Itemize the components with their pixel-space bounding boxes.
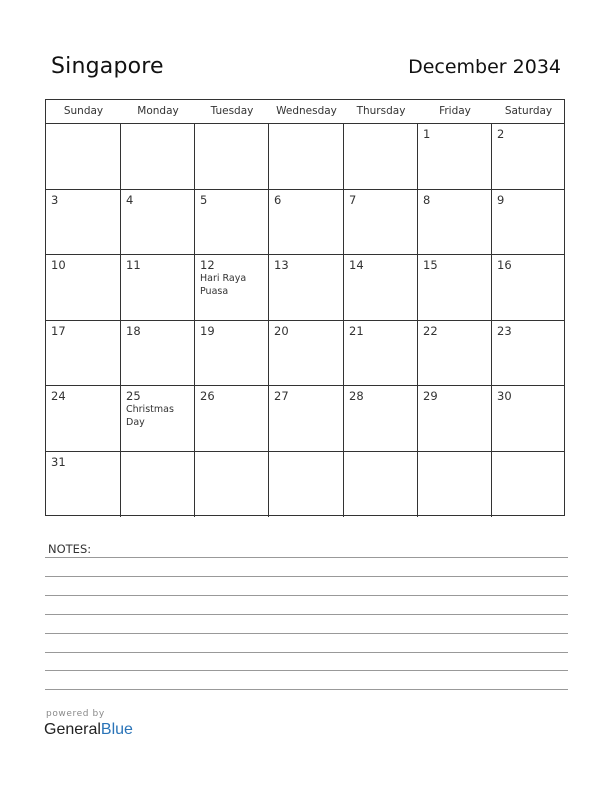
day-cell[interactable] [418, 386, 492, 452]
day-number: 13 [274, 258, 289, 272]
day-number: 4 [126, 192, 134, 207]
day-number: 25 [126, 389, 141, 403]
day-number: 23 [497, 323, 512, 338]
note-line [45, 557, 568, 558]
day-cell[interactable] [269, 255, 344, 321]
day-number: 1 [423, 127, 431, 141]
day-cell[interactable] [269, 386, 344, 452]
day-number: 31 [51, 454, 66, 469]
day-cell[interactable] [121, 386, 195, 452]
day-number: 2 [497, 127, 505, 141]
generalblue-logo[interactable] [44, 721, 133, 739]
day-number: 29 [423, 389, 438, 403]
day-cell[interactable] [121, 255, 195, 321]
note-line [45, 689, 568, 690]
day-number: 28 [349, 389, 364, 403]
note-line [45, 670, 568, 671]
day-cell[interactable] [492, 255, 565, 321]
note-line [45, 652, 568, 653]
day-cell[interactable] [195, 255, 269, 321]
day-number: 21 [349, 323, 364, 338]
day-cell[interactable] [121, 452, 195, 518]
day-cell[interactable] [418, 124, 492, 190]
weekday-tuesday: Tuesday [210, 105, 254, 117]
day-cell[interactable] [418, 190, 492, 256]
day-cell[interactable] [195, 452, 269, 518]
day-cell[interactable] [344, 321, 418, 387]
day-number: 9 [497, 192, 505, 207]
note-line [45, 633, 568, 634]
calendar-grid [45, 99, 565, 516]
day-cell[interactable] [121, 321, 195, 387]
day-number: 20 [274, 323, 289, 338]
day-cell[interactable] [492, 321, 565, 387]
day-number: 14 [349, 258, 364, 272]
day-number: 30 [497, 389, 512, 403]
note-line [45, 614, 568, 615]
country-title: Singapore [51, 54, 164, 79]
powered-by-text: powered by [46, 709, 105, 719]
note-line [45, 576, 568, 577]
day-number: 27 [274, 389, 289, 403]
weekday-saturday: Saturday [504, 105, 553, 117]
brand-blue: Blue [100, 721, 133, 738]
day-cell[interactable] [492, 124, 565, 190]
day-cell[interactable] [344, 190, 418, 256]
weekday-header-row [46, 100, 564, 124]
day-number: 22 [423, 323, 438, 338]
day-number: 18 [126, 323, 141, 338]
day-cell[interactable] [46, 255, 121, 321]
day-number: 5 [200, 192, 208, 207]
day-number: 19 [200, 323, 215, 338]
day-number: 24 [51, 389, 66, 403]
day-cell[interactable] [418, 321, 492, 387]
day-cell[interactable] [46, 452, 121, 518]
day-number: 8 [423, 192, 431, 207]
day-cell[interactable] [121, 190, 195, 256]
day-cell[interactable] [195, 190, 269, 256]
day-cell[interactable] [46, 124, 121, 190]
day-number: 7 [349, 192, 357, 207]
weekday-thursday: Thursday [356, 105, 406, 117]
day-cell[interactable] [269, 321, 344, 387]
day-cell[interactable] [46, 321, 121, 387]
note-line [45, 595, 568, 596]
day-cell[interactable] [492, 386, 565, 452]
day-cell[interactable] [269, 452, 344, 518]
month-year-title: December 2034 [408, 56, 561, 78]
day-cell[interactable] [492, 190, 565, 256]
holiday-label: Christmas Day [126, 404, 174, 428]
day-number: 10 [51, 258, 66, 272]
holiday-label: Hari Raya Puasa [200, 273, 247, 297]
day-cell[interactable] [418, 452, 492, 518]
day-cell[interactable] [46, 190, 121, 256]
day-cell[interactable] [195, 321, 269, 387]
day-cell[interactable] [344, 386, 418, 452]
day-number: 17 [51, 323, 66, 338]
day-number: 16 [497, 258, 512, 272]
day-cell[interactable] [269, 124, 344, 190]
brand-general: General [44, 721, 101, 738]
weekday-sunday: Sunday [63, 105, 104, 117]
day-number: 3 [51, 192, 59, 207]
day-cell[interactable] [418, 255, 492, 321]
weekday-friday: Friday [439, 105, 471, 117]
day-cell[interactable] [344, 255, 418, 321]
day-cell[interactable] [195, 124, 269, 190]
day-number: 15 [423, 258, 438, 272]
day-number: 12 [200, 258, 215, 272]
weekday-wednesday: Wednesday [276, 105, 337, 117]
day-cell[interactable] [344, 452, 418, 518]
day-cell[interactable] [46, 386, 121, 452]
day-cell[interactable] [195, 386, 269, 452]
day-number: 6 [274, 192, 282, 207]
day-cell[interactable] [121, 124, 195, 190]
day-cell[interactable] [269, 190, 344, 256]
weekday-monday: Monday [137, 105, 179, 117]
day-number: 26 [200, 389, 215, 403]
notes-label: NOTES: [48, 542, 92, 556]
day-cell[interactable] [344, 124, 418, 190]
day-number: 11 [126, 258, 141, 272]
day-cell[interactable] [492, 452, 565, 518]
